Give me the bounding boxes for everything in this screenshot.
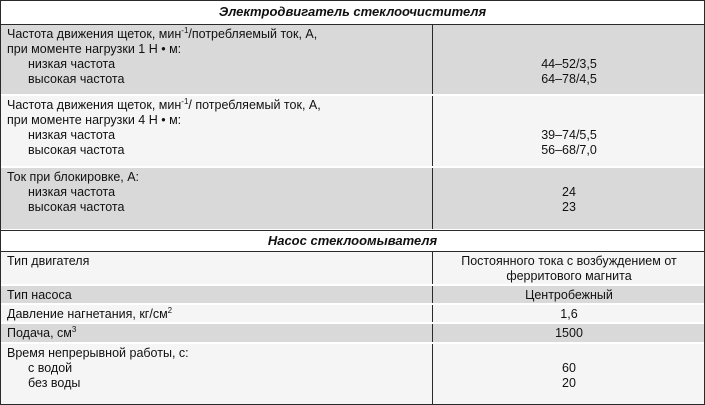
row-heading-continued: при моменте нагрузки 4 Н • м:	[7, 113, 182, 127]
row-heading: Частота движения щеток, мин$^{-1}$/потребляемый ток, А,	[7, 26, 318, 41]
low-speed-label: низкая частота	[28, 185, 116, 199]
row-label-cell	[1, 25, 433, 94]
row-label-cell	[1, 305, 433, 322]
pump-type-value: Центробежный	[525, 288, 613, 302]
row-value-cell	[434, 168, 704, 229]
runtime-heading: Время непрерывной работы, с:	[7, 346, 189, 360]
without-water-value: 20	[562, 376, 576, 390]
motor-type-label: Тип двигателя	[7, 254, 90, 268]
row-heading: Частота движения щеток, мин$^{-1}$/ потребляемый ток, А,	[7, 97, 321, 112]
table-row-pump-type	[1, 286, 704, 304]
high-speed-label: высокая частота	[28, 143, 125, 157]
row-label-cell	[1, 168, 433, 229]
row-label-cell	[1, 252, 433, 284]
high-speed-label: высокая частота	[28, 72, 125, 86]
low-speed-value: 44–52/3,5	[541, 57, 597, 71]
flow-label: Подача, $см^3$	[7, 325, 77, 340]
without-water-label: без воды	[28, 376, 81, 390]
row-label-cell	[1, 286, 433, 303]
row-label-cell	[1, 324, 433, 342]
row-value-cell	[434, 344, 704, 404]
low-speed-value: 24	[562, 185, 576, 199]
pump-section-title: Насос стеклоомывателя	[1, 230, 704, 252]
row-value-cell	[434, 305, 704, 322]
with-water-label: с водой	[28, 361, 73, 375]
pressure-label: Давление нагнетания, $кг/см^2$	[7, 306, 173, 321]
low-speed-label: низкая частота	[28, 57, 116, 71]
low-speed-value: 39–74/5,5	[541, 128, 597, 142]
flow-value: 1500	[555, 326, 583, 340]
row-value-cell	[434, 286, 704, 303]
with-water-value: 60	[562, 361, 576, 375]
motor-type-value-continued: ферритового магнита	[506, 269, 632, 283]
row-value-cell	[434, 96, 704, 166]
motor-type-value: Постоянного тока с возбуждением от	[461, 254, 677, 268]
table-row-load-1nm	[1, 25, 704, 95]
low-speed-label: низкая частота	[28, 128, 116, 142]
table-row-load-4nm	[1, 96, 704, 167]
row-value-cell	[434, 324, 704, 342]
high-speed-label: высокая частота	[28, 200, 125, 214]
table-row-flow	[1, 324, 704, 343]
table-row-blocking-current	[1, 168, 704, 230]
row-label-cell	[1, 96, 433, 166]
row-value-cell	[434, 252, 704, 284]
high-speed-value: 64–78/4,5	[541, 72, 597, 86]
table-row-pressure	[1, 305, 704, 323]
pump-type-label: Тип насоса	[7, 288, 72, 302]
row-label-cell	[1, 344, 433, 404]
row-heading-continued: при моменте нагрузки 1 Н • м:	[7, 42, 182, 56]
table-row-runtime	[1, 344, 704, 404]
table-row-motor-type	[1, 252, 704, 285]
row-heading: Ток при блокировке, А:	[7, 170, 140, 184]
pressure-value: 1,6	[560, 307, 578, 321]
high-speed-value: 56–68/7,0	[541, 143, 597, 157]
motor-section-title: Электродвигатель стеклоочистителя	[1, 1, 704, 25]
high-speed-value: 23	[562, 200, 576, 214]
row-value-cell	[434, 25, 704, 94]
